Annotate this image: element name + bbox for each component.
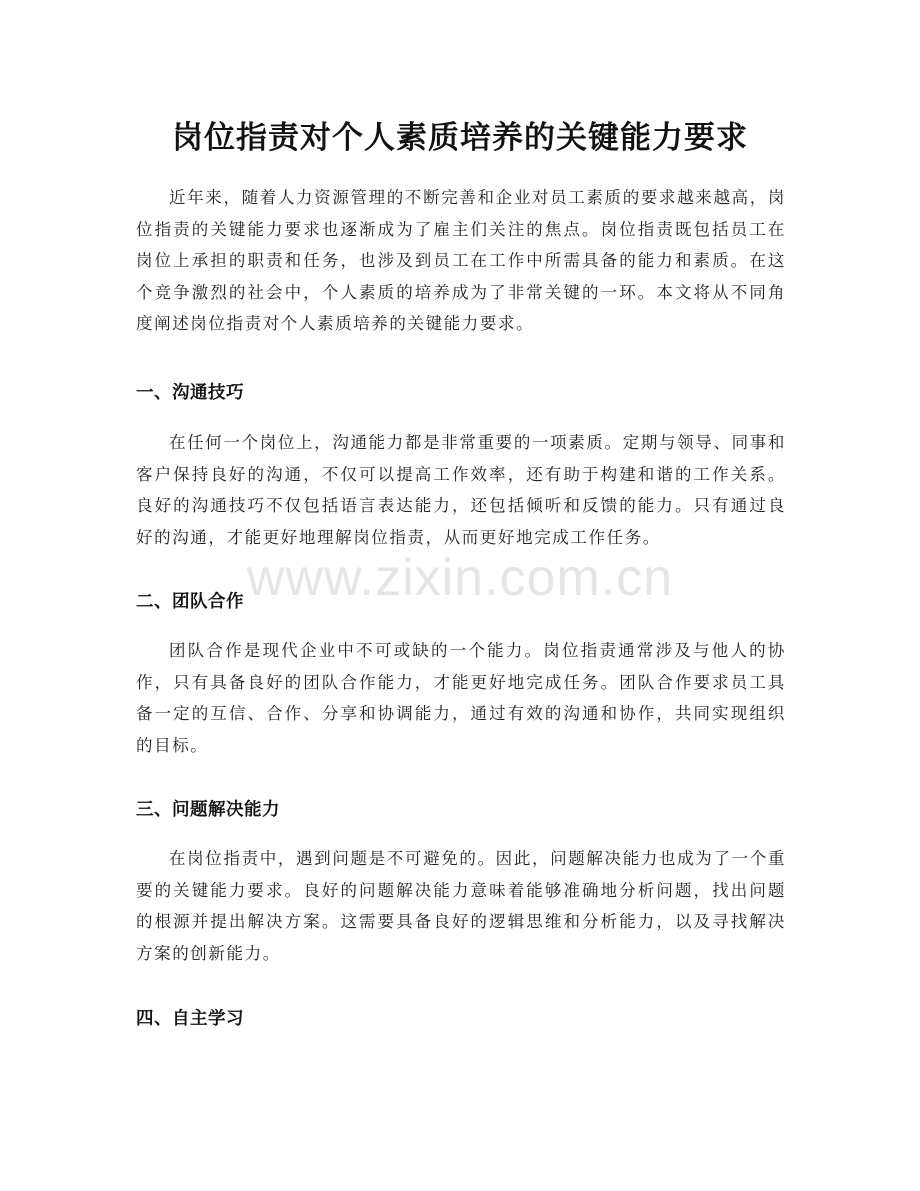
section-heading-communication: 一、沟通技巧 <box>136 383 244 403</box>
watermark: www.zixin.com.cn <box>246 549 674 607</box>
section-heading-problem-solving: 三、问题解决能力 <box>136 800 280 820</box>
document-title: 岗位指责对个人素质培养的关键能力要求 <box>172 120 748 156</box>
section-body-problem-solving: 在岗位指责中，遇到问题是不可避免的。因此，问题解决能力也成为了一个重要的关键能力要求。良好的问题解决能力意味着能够准确地分析问题，找出问题的根源并提出解决方案。这需要具备良好的逻辑思维和分析能力，以及寻找解决方案的创新能力。 <box>136 849 786 963</box>
section-heading-self-learning: 四、自主学习 <box>136 1009 244 1029</box>
section-body-communication: 在任何一个岗位上，沟通能力都是非常重要的一项素质。定期与领导、同事和客户保持良好的沟通，不仅可以提高工作效率，还有助于构建和谐的工作关系。良好的沟通技巧不仅包括语言表达能力，还包括倾听和反馈的能力。只有通过良好的沟通，才能更好地理解岗位指责，从而更好地完成工作任务。 <box>136 433 786 547</box>
intro-paragraph: 近年来，随着人力资源管理的不断完善和企业对员工素质的要求越来越高，岗位指责的关键能力要求也逐渐成为了雇主们关注的焦点。岗位指责既包括员工在岗位上承担的职责和任务，也涉及到员工在工作中所需具备的能力和素质。在这个竞争激烈的社会中，个人素质的培养成为了非常关键的一环。本文将从不同角度阐述岗位指责对个人素质培养的关键能力要求。 <box>136 188 786 333</box>
section-heading-teamwork: 二、团队合作 <box>136 592 244 612</box>
section-body-teamwork: 团队合作是现代企业中不可或缺的一个能力。岗位指责通常涉及与他人的协作，只有具备良好的团队合作能力，才能更好地完成任务。团队合作要求员工具备一定的互信、合作、分享和协调能力，通过有效的沟通和协作，共同实现组织的目标。 <box>136 641 786 755</box>
